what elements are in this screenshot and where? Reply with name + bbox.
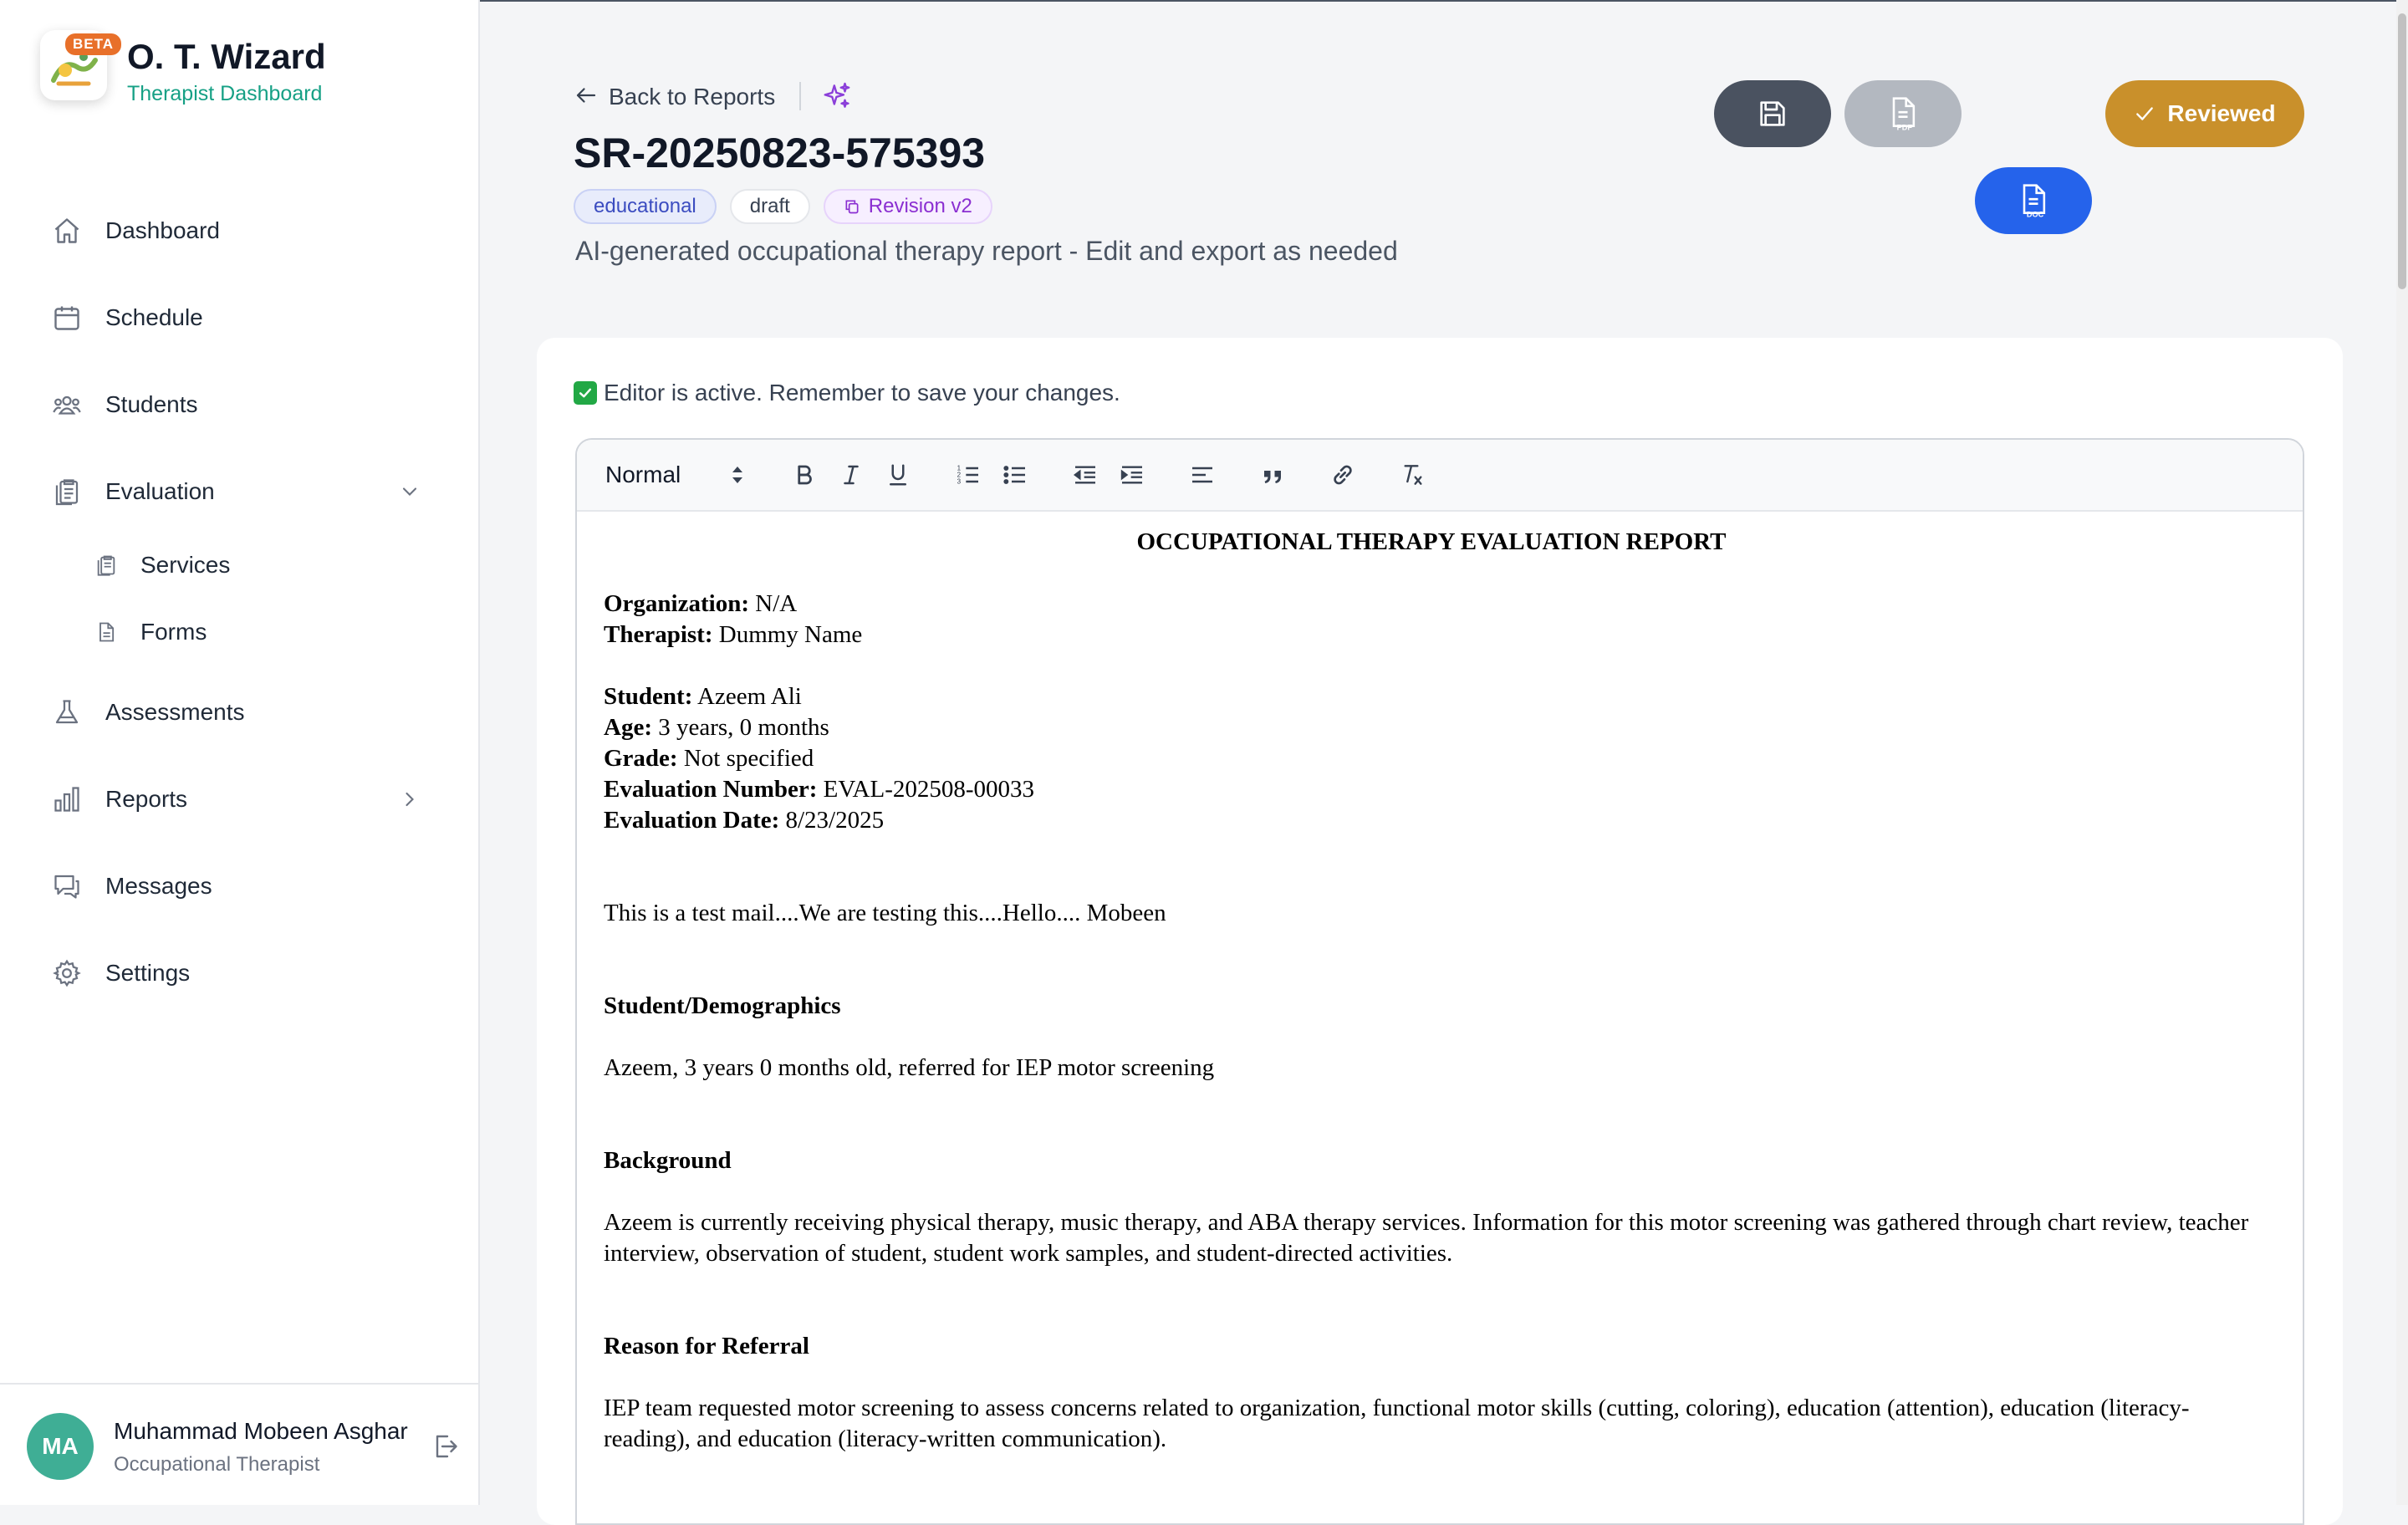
ordered-list-icon[interactable] (951, 458, 985, 492)
section-body: Azeem is currently receiving physical therapy, music therapy, and ABA therapy services. Information for this motor screening was gathered through chart review, teacher interview, observation of student, student work samples, and student-directed activities. (604, 1209, 2249, 1267)
sidebar-item-label: Students (105, 391, 198, 417)
svg-text:1: 1 (957, 464, 962, 472)
page-scrollbar-thumb[interactable] (2398, 13, 2406, 289)
section-body: IEP team requested motor screening to assess concerns related to organization, functional motor skills (cutting, coloring), education (attention), education (literacy-reading), and education (literacy-written communication). (604, 1395, 2190, 1452)
evaluation-number-line: Evaluation Number: EVAL-202508-00033 (604, 776, 1035, 803)
logout-icon[interactable] (430, 1431, 463, 1465)
sidebar-item-settings[interactable] (50, 946, 426, 1000)
save-button[interactable] (1714, 80, 1831, 147)
align-left-icon[interactable] (1186, 458, 1219, 492)
section-body: Azeem, 3 years 0 months old, referred for IEP motor screening (604, 1054, 1215, 1081)
status-badge: draft (730, 189, 810, 224)
brand[interactable] (40, 30, 458, 114)
sidebar (0, 0, 480, 1505)
reviewed-button[interactable] (2105, 80, 2304, 147)
sidebar-item-students[interactable] (50, 378, 426, 431)
doc-file-icon (2015, 182, 2052, 219)
chat-icon (50, 870, 84, 903)
brand-subtitle: Therapist Dashboard (127, 82, 323, 105)
editor-notice (574, 380, 1120, 406)
beta-badge: BETA (65, 33, 121, 55)
file-icon (94, 620, 119, 645)
sidebar-item-label: Reports (105, 786, 188, 812)
pdf-file-icon (1885, 95, 1921, 132)
report-document[interactable] (604, 527, 2276, 1455)
outdent-icon[interactable] (1069, 458, 1102, 492)
revision-badge (824, 189, 992, 224)
sidebar-subitem-label: Forms (140, 619, 207, 645)
back-to-reports-link[interactable] (574, 80, 775, 114)
calendar-icon (50, 301, 84, 334)
copy-icon (844, 198, 860, 215)
organization-line: Organization: N/A (604, 590, 798, 617)
sidebar-item-label: Dashboard (105, 217, 220, 243)
sidebar-item-dashboard[interactable] (50, 204, 426, 258)
clipboard-icon (94, 553, 119, 578)
check-mark-icon (574, 381, 597, 405)
header-divider (799, 82, 801, 110)
reviewed-label: Reviewed (2167, 100, 2276, 126)
arrow-left-icon (574, 83, 599, 112)
therapist-line: Therapist: Dummy Name (604, 621, 863, 648)
flask-icon (50, 696, 84, 729)
ai-sparkle-icon[interactable] (821, 80, 855, 114)
grade-line: Grade: Not specified (604, 745, 814, 772)
sidebar-item-label: Messages (105, 873, 212, 899)
bullet-list-icon[interactable] (998, 458, 1032, 492)
chevron-down-icon[interactable] (393, 475, 426, 508)
sidebar-subitem-label: Services (140, 552, 231, 578)
indent-icon[interactable] (1115, 458, 1149, 492)
format-select[interactable] (605, 458, 747, 492)
sidebar-item-label: Schedule (105, 304, 203, 330)
sidebar-item-label: Assessments (105, 699, 245, 725)
user-name: Muhammad Mobeen Asghar (114, 1418, 408, 1444)
revision-label: Revision v2 (868, 195, 972, 217)
chevron-right-icon[interactable] (393, 783, 426, 816)
age-line: Age: 3 years, 0 months (604, 714, 829, 741)
select-arrows-icon (727, 463, 747, 492)
evaluation-date-line: Evaluation Date: 8/23/2025 (604, 807, 885, 834)
sidebar-item-label: Settings (105, 960, 191, 986)
format-select-value: Normal (605, 462, 681, 487)
users-icon (50, 388, 84, 421)
svg-text:2: 2 (957, 471, 962, 479)
brand-title: O. T. Wizard (127, 37, 326, 76)
svg-text:PDF: PDF (1896, 123, 1912, 132)
clear-format-icon[interactable] (1396, 458, 1430, 492)
back-label: Back to Reports (609, 84, 776, 110)
sidebar-item-label: Evaluation (105, 478, 215, 504)
export-doc-button[interactable] (1975, 167, 2092, 234)
home-icon (50, 214, 84, 247)
sidebar-item-schedule[interactable] (50, 291, 426, 344)
page-subtitle: AI-generated occupational therapy report - Edit and export as needed (575, 236, 1398, 266)
italic-icon[interactable] (834, 458, 868, 492)
report-badges (574, 189, 992, 224)
bold-icon[interactable] (788, 458, 821, 492)
test-line: This is a test mail....We are testing this....Hello.... Mobeen (604, 900, 1166, 926)
svg-text:DOC: DOC (2026, 210, 2044, 219)
editor-toolbar (577, 440, 2303, 512)
sidebar-subitem-services[interactable] (94, 540, 428, 590)
export-pdf-button[interactable] (1844, 80, 1962, 147)
sidebar-item-messages[interactable] (50, 859, 426, 913)
app-logo (40, 30, 115, 100)
page-title: SR-20250823-575393 (574, 130, 986, 176)
report-heading: OCCUPATIONAL THERAPY EVALUATION REPORT (1136, 528, 1727, 555)
check-icon (2134, 103, 2155, 125)
clipboard-icon (50, 475, 84, 508)
section-heading: Reason for Referral (604, 1333, 809, 1359)
sidebar-item-assessments[interactable] (50, 686, 426, 739)
rich-text-editor[interactable] (575, 438, 2304, 1525)
bar-chart-icon (50, 783, 84, 816)
type-badge: educational (574, 189, 717, 224)
user-role: Occupational Therapist (114, 1453, 320, 1476)
section-heading: Background (604, 1147, 732, 1174)
avatar[interactable]: MA (27, 1413, 94, 1480)
svg-text:3: 3 (957, 477, 962, 486)
section-heading: Student/Demographics (604, 992, 841, 1019)
blockquote-icon[interactable] (1256, 458, 1289, 492)
underline-icon[interactable] (881, 458, 915, 492)
sidebar-subitem-forms[interactable] (94, 607, 428, 657)
sidebar-item-evaluation[interactable] (50, 465, 426, 518)
save-icon (1756, 97, 1789, 130)
sidebar-item-reports[interactable] (50, 773, 426, 826)
student-line: Student: Azeem Ali (604, 683, 802, 710)
editor-notice-text: Editor is active. Remember to save your changes. (604, 380, 1120, 405)
gear-icon (50, 956, 84, 990)
link-icon[interactable] (1326, 458, 1360, 492)
user-profile (0, 1383, 478, 1507)
